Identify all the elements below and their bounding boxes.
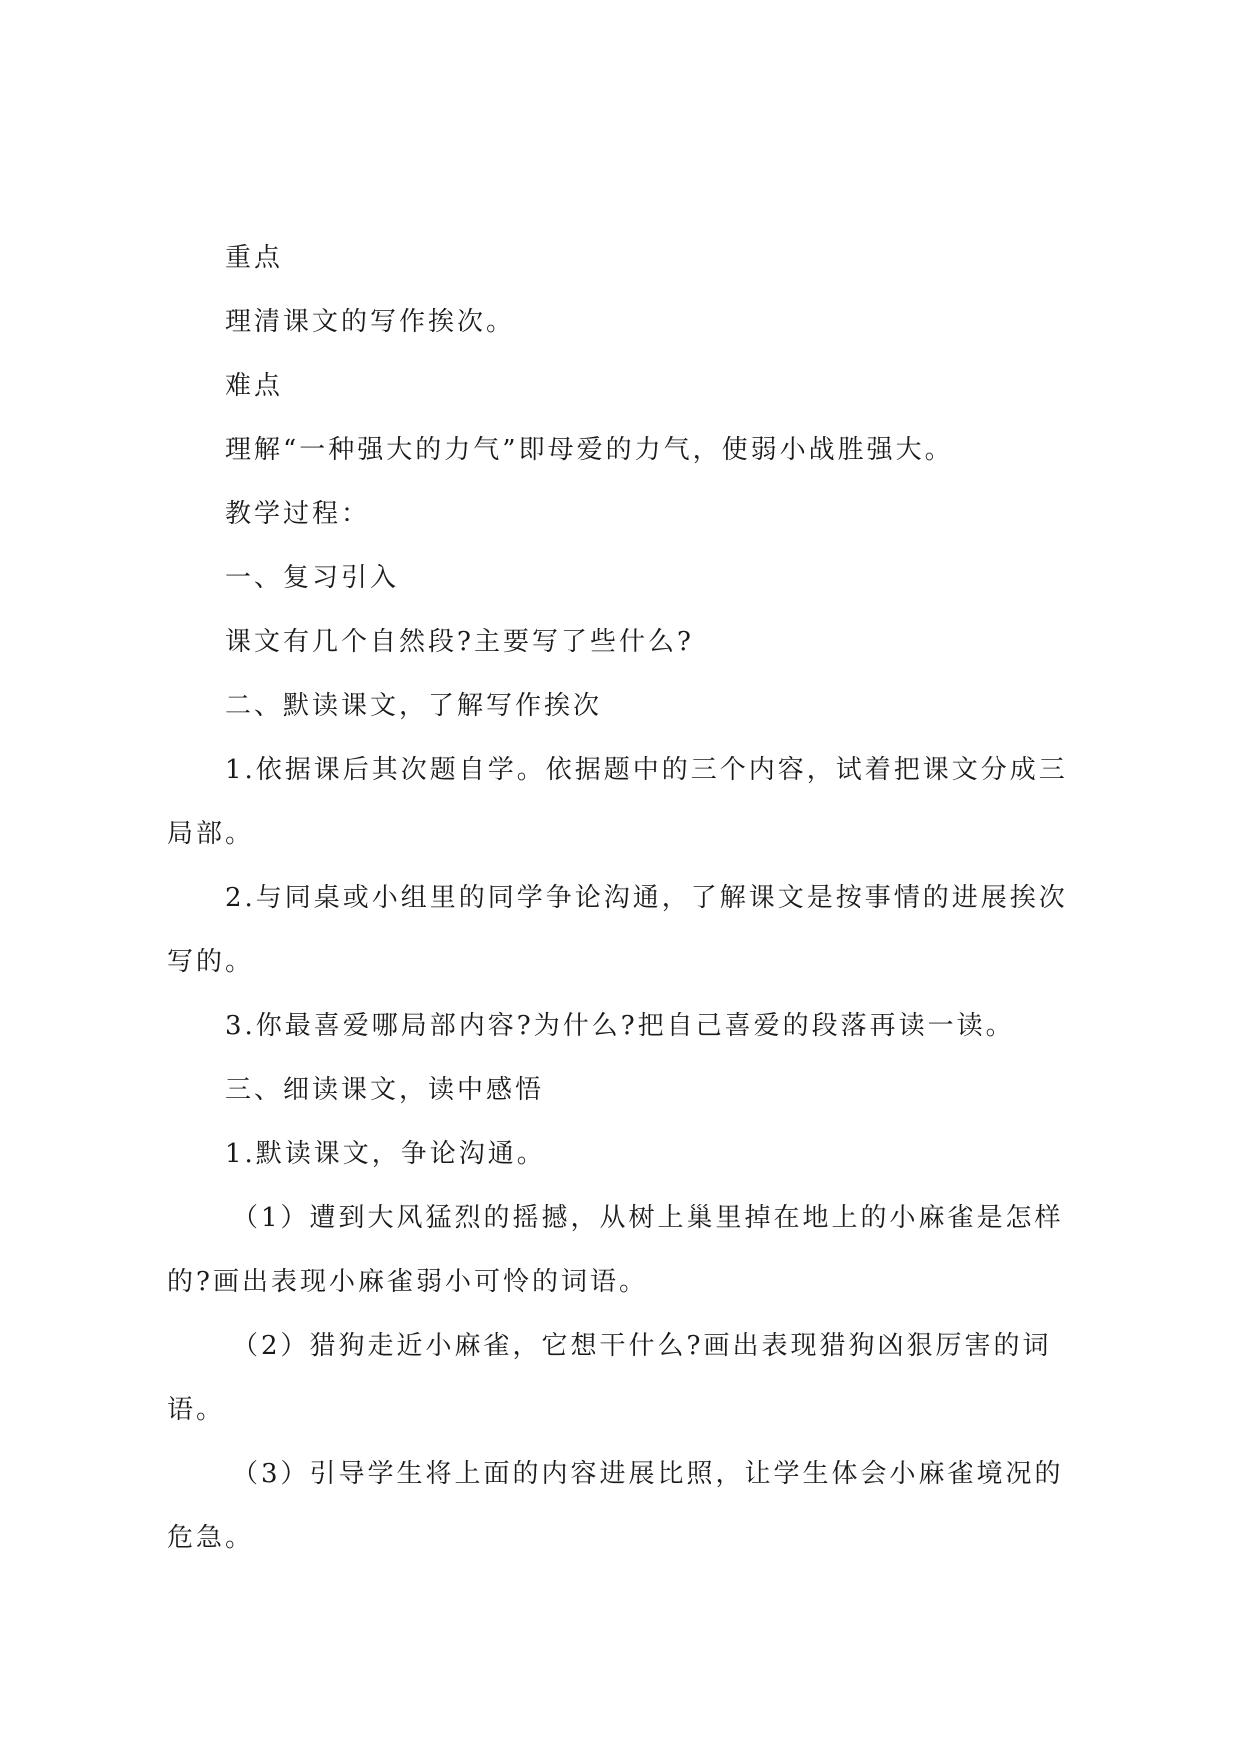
- paragraph: 理清课文的写作挨次。: [225, 307, 516, 337]
- heading-teaching-process: 教学过程：: [225, 499, 371, 529]
- sub-list-item: （2）猎狗走近小麻雀，它想干什么?画出表现猎狗凶狠厉害的词语。: [167, 1331, 1052, 1425]
- paragraph: 理解“一种强大的力气”即母爱的力气，使弱小战胜强大。: [225, 435, 954, 465]
- list-item: 1.依据课后其次题自学。依据题中的三个内容，试着把课文分成三局部。: [167, 755, 1068, 849]
- heading-key-point: 重点: [225, 243, 284, 273]
- list-item: 2.与同桌或小组里的同学争论沟通，了解课文是按事情的进展挨次写的。: [167, 883, 1068, 977]
- list-item: 3.你最喜爱哪局部内容?为什么?把自己喜爱的段落再读一读。: [225, 1011, 1015, 1041]
- section-heading: 二、默读课文，了解写作挨次: [225, 691, 603, 721]
- paragraph: 课文有几个自然段?主要写了些什么?: [225, 627, 694, 657]
- sub-list-item: （3）引导学生将上面的内容进展比照，让学生体会小麻雀境况的危急。: [167, 1459, 1064, 1553]
- document-body: [167, 226, 1087, 1570]
- section-heading: 三、细读课文，读中感悟: [225, 1075, 545, 1105]
- heading-difficulty: 难点: [225, 371, 284, 401]
- sub-list-item: （1）遭到大风猛烈的摇撼，从树上巢里掉在地上的小麻雀是怎样的?画出表现小麻雀弱小可怜的词语。: [167, 1203, 1064, 1297]
- section-heading: 一、复习引入: [225, 563, 400, 593]
- list-item: 1.默读课文，争论沟通。: [225, 1139, 546, 1169]
